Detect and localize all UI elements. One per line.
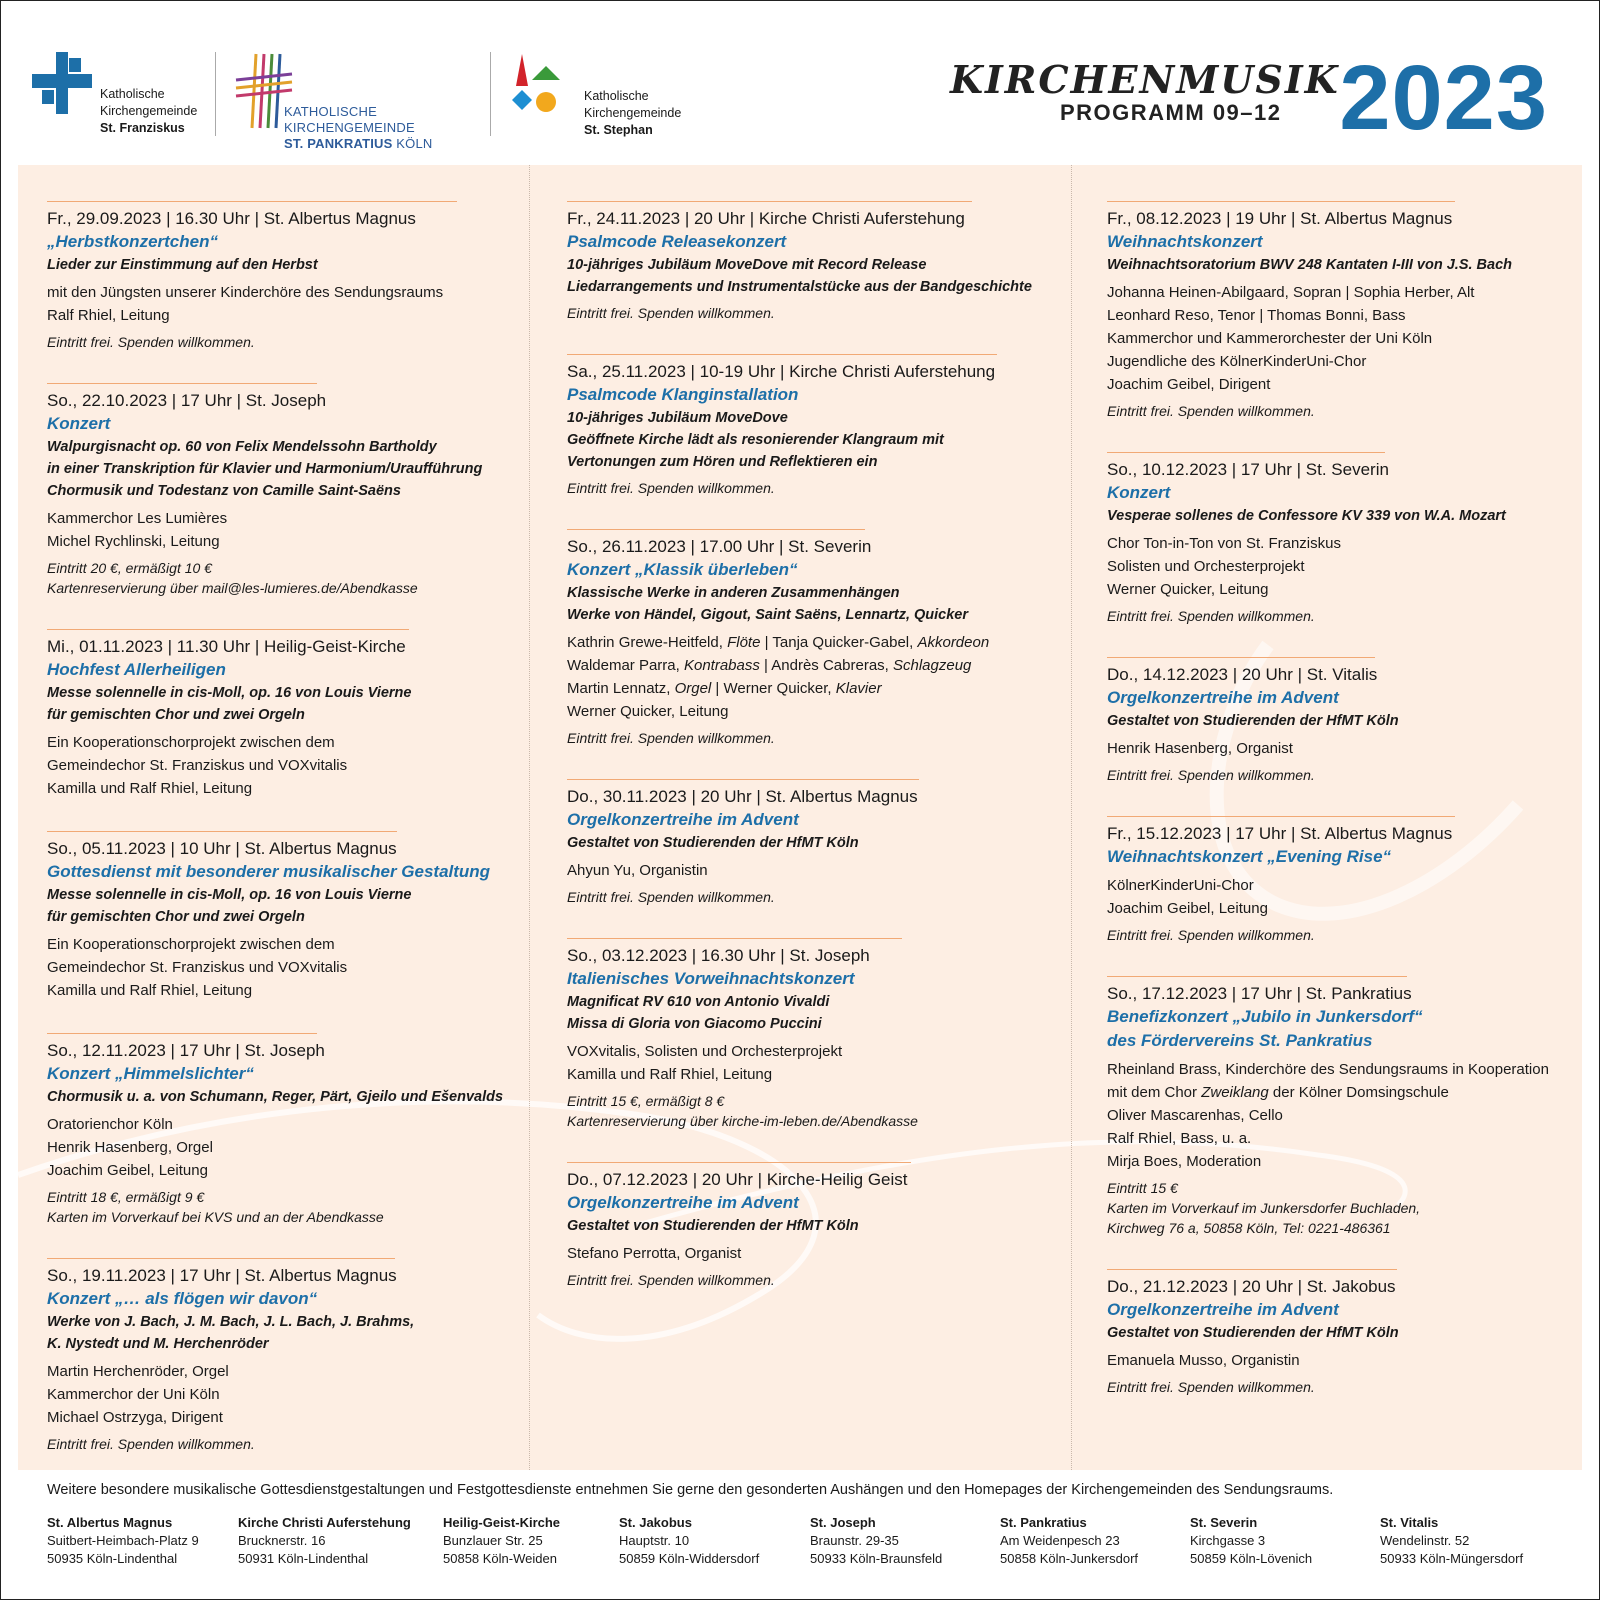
- event-title: Italienisches Vorweihnachtskonzert: [567, 969, 855, 988]
- event-performers: Ahyun Yu, Organistin: [567, 862, 708, 879]
- address-city: 50859 Köln-Widdersdorf: [619, 1551, 760, 1566]
- event-program: Gestaltet von Studierenden der HfMT Köln: [1107, 1325, 1399, 1341]
- event-title: Gottesdienst mit besonderer musikalischer Gestaltung: [47, 862, 491, 881]
- footer-intro: Weitere besondere musikalische Gottesdienstgestaltungen und Festgottesdienste entnehmen Sie gerne den gesonderten Aushängen und den Homepages der Kirchengemeinden des Sendungsraums.: [47, 1482, 1334, 1498]
- event-admission: Eintritt frei. Spenden willkommen.: [567, 730, 775, 746]
- event-title: Benefizkonzert „Jubilo in Junkersdorf“: [1107, 1007, 1423, 1026]
- event-rule: [567, 354, 997, 355]
- event-performers: Ein Kooperationschorprojekt zwischen dem Gemeindechor St. Franziskus und VOXvitalis Kamilla und Ralf Rhiel, Leitung: [47, 936, 348, 999]
- logo3-line1: Katholische: [584, 89, 649, 103]
- event-title: Konzert „… als flögen wir davon“: [47, 1289, 318, 1308]
- event-title: Konzert: [47, 414, 111, 433]
- address-street: Bunzlauer Str. 25: [443, 1533, 543, 1548]
- event-title: Psalmcode Releasekonzert: [567, 232, 787, 251]
- event-entry: [47, 377, 517, 598]
- kirchenmusik-title: KIRCHENMUSIK: [950, 57, 1340, 102]
- event-rule: [47, 1033, 317, 1034]
- event-entry: [1107, 810, 1577, 945]
- address-city: 50858 Köln-Junkersdorf: [1000, 1551, 1139, 1566]
- event-rule: [567, 529, 865, 530]
- address-city: 50935 Köln-Lindenthal: [47, 1551, 178, 1566]
- event-admission: Eintritt frei. Spenden willkommen.: [1107, 1379, 1315, 1395]
- event-admission: Eintritt frei. Spenden willkommen.: [1107, 767, 1315, 783]
- address-street: Braunstr. 29-35: [810, 1533, 899, 1548]
- event-admission: Eintritt 20 €, ermäßigt 10 € Kartenreservierung über mail@les-lumieres.de/Abendkasse: [47, 560, 418, 596]
- event-program: für gemischten Chor und zwei Orgeln: [47, 707, 305, 723]
- event-program: Chormusik und Todestanz von Camille Saint-Saëns: [47, 483, 401, 499]
- event-title: Orgelkonzertreihe im Advent: [567, 810, 799, 829]
- event-program: in einer Transkription für Klavier und Harmonium/Uraufführung: [47, 461, 483, 477]
- address-street: Wendelinstr. 52: [1380, 1533, 1470, 1548]
- event-program: Chormusik u. a. von Schumann, Reger, Pärt, Gjeilo und Ešenvalds: [47, 1089, 504, 1105]
- event-title-line2: des Fördervereins St. Pankratius: [1107, 1031, 1373, 1050]
- event-admission: Eintritt frei. Spenden willkommen.: [1107, 403, 1315, 419]
- event-date-venue: Sa., 25.11.2023 | 10-19 Uhr | Kirche Christi Auferstehung: [567, 362, 996, 381]
- event-entry: [567, 773, 1057, 907]
- program-subtitle: PROGRAMM 09–12: [1060, 100, 1282, 125]
- event-entry: [1107, 195, 1577, 421]
- event-rule: [1107, 816, 1455, 817]
- event-program: Gestaltet von Studierenden der HfMT Köln: [567, 835, 859, 851]
- footer: [0, 1470, 1600, 1600]
- address-name: St. Vitalis: [1380, 1515, 1439, 1530]
- event-date-venue: So., 19.11.2023 | 17 Uhr | St. Albertus Magnus: [47, 1266, 397, 1285]
- event-title: Weihnachtskonzert „Evening Rise“: [1107, 847, 1392, 866]
- event-program: Gestaltet von Studierenden der HfMT Köln: [567, 1218, 859, 1234]
- event-entry: [47, 1027, 517, 1227]
- address-block: [619, 1514, 759, 1568]
- address-block: [443, 1514, 560, 1568]
- event-entry: [1107, 970, 1577, 1238]
- column-divider: [1071, 165, 1072, 1470]
- event-date-venue: Do., 21.12.2023 | 20 Uhr | St. Jakobus: [1107, 1277, 1396, 1296]
- event-date-venue: Mi., 01.11.2023 | 11.30 Uhr | Heilig-Geist-Kirche: [47, 637, 406, 656]
- event-entry: [47, 1252, 517, 1454]
- event-rule: [1107, 976, 1407, 977]
- event-program: K. Nystedt und M. Herchenröder: [47, 1336, 269, 1352]
- event-date-venue: Do., 14.12.2023 | 20 Uhr | St. Vitalis: [1107, 665, 1378, 684]
- address-block: [1000, 1514, 1138, 1568]
- event-rule: [567, 938, 902, 939]
- event-entry: [567, 348, 1057, 498]
- address-name: St. Joseph: [810, 1515, 876, 1530]
- event-program: Messe solennelle in cis-Moll, op. 16 von Louis Vierne: [47, 685, 412, 701]
- event-performers: Henrik Hasenberg, Organist: [1107, 740, 1293, 757]
- event-program: Walpurgisnacht op. 60 von Felix Mendelssohn Bartholdy: [47, 439, 437, 455]
- program-title: [928, 47, 1548, 149]
- event-date-venue: So., 12.11.2023 | 17 Uhr | St. Joseph: [47, 1041, 325, 1060]
- address-name: St. Severin: [1190, 1515, 1258, 1530]
- event-admission: Eintritt frei. Spenden willkommen.: [47, 1436, 255, 1452]
- logo-st-pankratius: [234, 52, 474, 151]
- address-street: Kirchgasse 3: [1190, 1533, 1266, 1548]
- event-entry: [567, 523, 1057, 748]
- event-date-venue: So., 17.12.2023 | 17 Uhr | St. Pankratius: [1107, 984, 1412, 1003]
- event-program: Vesperae sollenes de Confessore KV 339 von W.A. Mozart: [1107, 508, 1506, 524]
- event-title: Konzert „Klassik überleben“: [567, 560, 798, 579]
- event-rule: [567, 201, 972, 202]
- event-program: Liedarrangements und Instrumentalstücke aus der Bandgeschichte: [567, 279, 1032, 295]
- event-title: Orgelkonzertreihe im Advent: [1107, 688, 1339, 707]
- event-program: Vertonungen zum Hören und Reflektieren ein: [567, 454, 878, 470]
- program-year: 2023: [1339, 47, 1548, 149]
- event-date-venue: So., 26.11.2023 | 17.00 Uhr | St. Severin: [567, 537, 872, 556]
- event-performers: Chor Ton-in-Ton von St. Franziskus Solisten und Orchesterprojekt Werner Quicker, Leitung: [1107, 535, 1341, 598]
- address-city: 50931 Köln-Lindenthal: [238, 1551, 369, 1566]
- logo-divider: [490, 52, 491, 136]
- event-date-venue: Fr., 24.11.2023 | 20 Uhr | Kirche Christi Auferstehung: [567, 209, 965, 228]
- logo3-line2: Kirchengemeinde: [584, 106, 682, 120]
- cross-logo-icon: [32, 52, 96, 116]
- address-block: [810, 1514, 942, 1568]
- event-performers: Martin Herchenröder, Orgel Kammerchor der Uni Köln Michael Ostrzyga, Dirigent: [47, 1363, 229, 1426]
- event-program: Geöffnete Kirche lädt als resonierender Klangraum mit: [567, 432, 944, 448]
- event-rule: [1107, 657, 1375, 658]
- event-entry: [47, 195, 517, 352]
- logo2-line1: KATHOLISCHE KIRCHENGEMEINDE: [284, 104, 415, 135]
- event-date-venue: Fr., 29.09.2023 | 16.30 Uhr | St. Albertus Magnus: [47, 209, 416, 228]
- event-performers: Johanna Heinen-Abilgaard, Sopran | Sophia Herber, Alt Leonhard Reso, Tenor | Thomas Bonni, Bass Kammerchor und Kammerorchester der Uni Köln Jugendliche des KölnerKinderUni-Chor Joachim Geibel, Dirigent: [1107, 284, 1475, 393]
- event-rule: [1107, 201, 1455, 202]
- event-performers: Stefano Perrotta, Organist: [567, 1245, 742, 1262]
- event-title: Orgelkonzertreihe im Advent: [1107, 1300, 1339, 1319]
- event-performers: Rheinland Brass, Kinderchöre des Sendungsraums in Kooperation mit dem Chor Zweiklang der Kölner Domsingschule Oliver Mascarenhas, Cello Ralf Rhiel, Bass, u. a. Mirja Boes, Moderation: [1107, 1061, 1549, 1170]
- event-rule: [567, 1162, 911, 1163]
- event-rule: [47, 1258, 395, 1259]
- column-september-november: [47, 195, 517, 1470]
- column-divider: [529, 165, 530, 1470]
- address-city: 50858 Köln-Weiden: [443, 1551, 557, 1566]
- address-street: Brucknerstr. 16: [238, 1533, 326, 1548]
- address-name: Heilig-Geist-Kirche: [443, 1515, 561, 1530]
- event-entry: [1107, 651, 1577, 785]
- event-title: Weihnachtskonzert: [1107, 232, 1263, 251]
- event-entry: [47, 825, 517, 1002]
- logo1-line3: St. Franziskus: [100, 121, 185, 135]
- event-performers: Ein Kooperationschorprojekt zwischen dem Gemeindechor St. Franziskus und VOXvitalis Kamilla und Ralf Rhiel, Leitung: [47, 734, 348, 797]
- event-rule: [47, 831, 397, 832]
- event-program: Lieder zur Einstimmung auf den Herbst: [47, 257, 318, 273]
- logo-st-stephan: [508, 52, 698, 136]
- event-rule: [1107, 1269, 1397, 1270]
- address-city: 50933 Köln-Müngersdorf: [1380, 1551, 1524, 1566]
- event-program: 10-jähriges Jubiläum MoveDove: [567, 410, 788, 426]
- event-entry: [1107, 446, 1577, 626]
- event-program: Klassische Werke in anderen Zusammenhängen: [567, 585, 900, 601]
- event-performers: KölnerKinderUni-Chor Joachim Geibel, Leitung: [1107, 877, 1268, 917]
- address-city: 50933 Köln-Braunsfeld: [810, 1551, 943, 1566]
- event-program: Werke von Händel, Gigout, Saint Saëns, Lennartz, Quicker: [567, 607, 968, 623]
- event-rule: [567, 779, 919, 780]
- program-panel: [18, 165, 1582, 1470]
- event-admission: Eintritt frei. Spenden willkommen.: [567, 889, 775, 905]
- event-date-venue: So., 10.12.2023 | 17 Uhr | St. Severin: [1107, 460, 1389, 479]
- event-date-venue: So., 22.10.2023 | 17 Uhr | St. Joseph: [47, 391, 327, 410]
- address-street: Am Weidenpesch 23: [1000, 1533, 1120, 1548]
- event-rule: [47, 201, 457, 202]
- logo-divider: [215, 52, 216, 136]
- logo1-line1: Katholische: [100, 87, 165, 101]
- logo-st-franziskus: [32, 52, 212, 135]
- event-performers: Kammerchor Les Lumières Michel Rychlinski, Leitung: [47, 510, 228, 550]
- address-name: St. Jakobus: [619, 1515, 692, 1530]
- event-performers: Emanuela Musso, Organistin: [1107, 1352, 1300, 1369]
- shapes-logo-icon: [508, 52, 572, 116]
- event-date-venue: Do., 07.12.2023 | 20 Uhr | Kirche-Heilig Geist: [567, 1170, 908, 1189]
- event-performers: Kathrin Grewe-Heitfeld, Flöte | Tanja Quicker-Gabel, Akkordeon Waldemar Parra, Kontrabass | Andrès Cabreras, Schlagzeug Martin Lennatz, Orgel | Werner Quicker, Klavier Werner Quicker, Leitung: [567, 634, 990, 720]
- event-date-venue: Do., 30.11.2023 | 20 Uhr | St. Albertus Magnus: [567, 787, 918, 806]
- event-rule: [47, 629, 409, 630]
- logo1-line2: Kirchengemeinde: [100, 104, 198, 118]
- event-rule: [47, 383, 317, 384]
- event-program: Weihnachtsoratorium BWV 248 Kantaten I-III von J.S. Bach: [1107, 257, 1513, 273]
- event-entry: [47, 623, 517, 800]
- column-december: [1107, 195, 1577, 1422]
- event-program: Werke von J. Bach, J. M. Bach, J. L. Bach, J. Brahms,: [47, 1314, 415, 1330]
- event-title: Konzert „Himmelslichter“: [47, 1064, 254, 1083]
- event-date-venue: Fr., 15.12.2023 | 17 Uhr | St. Albertus Magnus: [1107, 824, 1453, 843]
- address-name: St. Pankratius: [1000, 1515, 1087, 1530]
- logo2-line2-bold: ST. PANKRATIUS: [284, 136, 393, 151]
- event-entry: [567, 1156, 1057, 1290]
- address-city: 50859 Köln-Lövenich: [1190, 1551, 1313, 1566]
- event-date-venue: So., 05.11.2023 | 10 Uhr | St. Albertus Magnus: [47, 839, 397, 858]
- address-block: [1190, 1514, 1312, 1568]
- event-admission: Eintritt frei. Spenden willkommen.: [1107, 608, 1315, 624]
- event-date-venue: So., 03.12.2023 | 16.30 Uhr | St. Joseph: [567, 946, 870, 965]
- event-admission: Eintritt frei. Spenden willkommen.: [567, 480, 775, 496]
- column-november-december: [567, 195, 1057, 1315]
- event-admission: Eintritt 15 €, ermäßigt 8 € Kartenreservierung über kirche-im-leben.de/Abendkasse: [567, 1093, 918, 1129]
- event-title: Orgelkonzertreihe im Advent: [567, 1193, 799, 1212]
- event-program: für gemischten Chor und zwei Orgeln: [47, 909, 305, 925]
- address-name: Kirche Christi Auferstehung: [238, 1515, 411, 1530]
- event-title: Hochfest Allerheiligen: [47, 660, 226, 679]
- event-program: Magnificat RV 610 von Antonio Vivaldi: [567, 994, 830, 1010]
- address-street: Suitbert-Heimbach-Platz 9: [47, 1533, 199, 1548]
- event-program: Messe solennelle in cis-Moll, op. 16 von Louis Vierne: [47, 887, 412, 903]
- event-title: „Herbstkonzertchen“: [47, 232, 218, 251]
- event-date-venue: Fr., 08.12.2023 | 19 Uhr | St. Albertus Magnus: [1107, 209, 1453, 228]
- event-entry: [567, 932, 1057, 1131]
- event-admission: Eintritt frei. Spenden willkommen.: [567, 305, 775, 321]
- event-program: Gestaltet von Studierenden der HfMT Köln: [1107, 713, 1399, 729]
- event-admission: Eintritt frei. Spenden willkommen.: [47, 334, 255, 350]
- event-performers: Oratorienchor Köln Henrik Hasenberg, Orgel Joachim Geibel, Leitung: [47, 1116, 213, 1179]
- address-block: [238, 1514, 411, 1568]
- event-rule: [1107, 452, 1385, 453]
- event-title: Konzert: [1107, 483, 1171, 502]
- address-street: Hauptstr. 10: [619, 1533, 690, 1548]
- event-title: Psalmcode Klanginstallation: [567, 385, 799, 404]
- address-block: [1380, 1514, 1523, 1568]
- logo3-line3: St. Stephan: [584, 123, 653, 137]
- address-name: St. Albertus Magnus: [47, 1515, 173, 1530]
- event-performers: mit den Jüngsten unserer Kinderchöre des Sendungsraums Ralf Rhiel, Leitung: [47, 284, 444, 324]
- event-admission: Eintritt frei. Spenden willkommen.: [567, 1272, 775, 1288]
- address-block: [47, 1514, 199, 1568]
- event-admission: Eintritt frei. Spenden willkommen.: [1107, 927, 1315, 943]
- event-entry: [1107, 1263, 1577, 1397]
- event-entry: [567, 195, 1057, 323]
- header: [0, 0, 1600, 165]
- event-admission: Eintritt 18 €, ermäßigt 9 € Karten im Vorverkauf bei KVS und an der Abendkasse: [47, 1189, 384, 1225]
- event-performers: VOXvitalis, Solisten und Orchesterprojekt Kamilla und Ralf Rhiel, Leitung: [567, 1043, 843, 1083]
- event-program: Missa di Gloria von Giacomo Puccini: [567, 1016, 822, 1032]
- logo2-line2-rest: KÖLN: [392, 136, 433, 151]
- event-admission: Eintritt 15 € Karten im Vorverkauf im Junkersdorfer Buchladen, Kirchweg 76 a, 50858 Köln, Tel: 0221-486361: [1107, 1180, 1421, 1236]
- event-program: 10-jähriges Jubiläum MoveDove mit Record Release: [567, 257, 927, 273]
